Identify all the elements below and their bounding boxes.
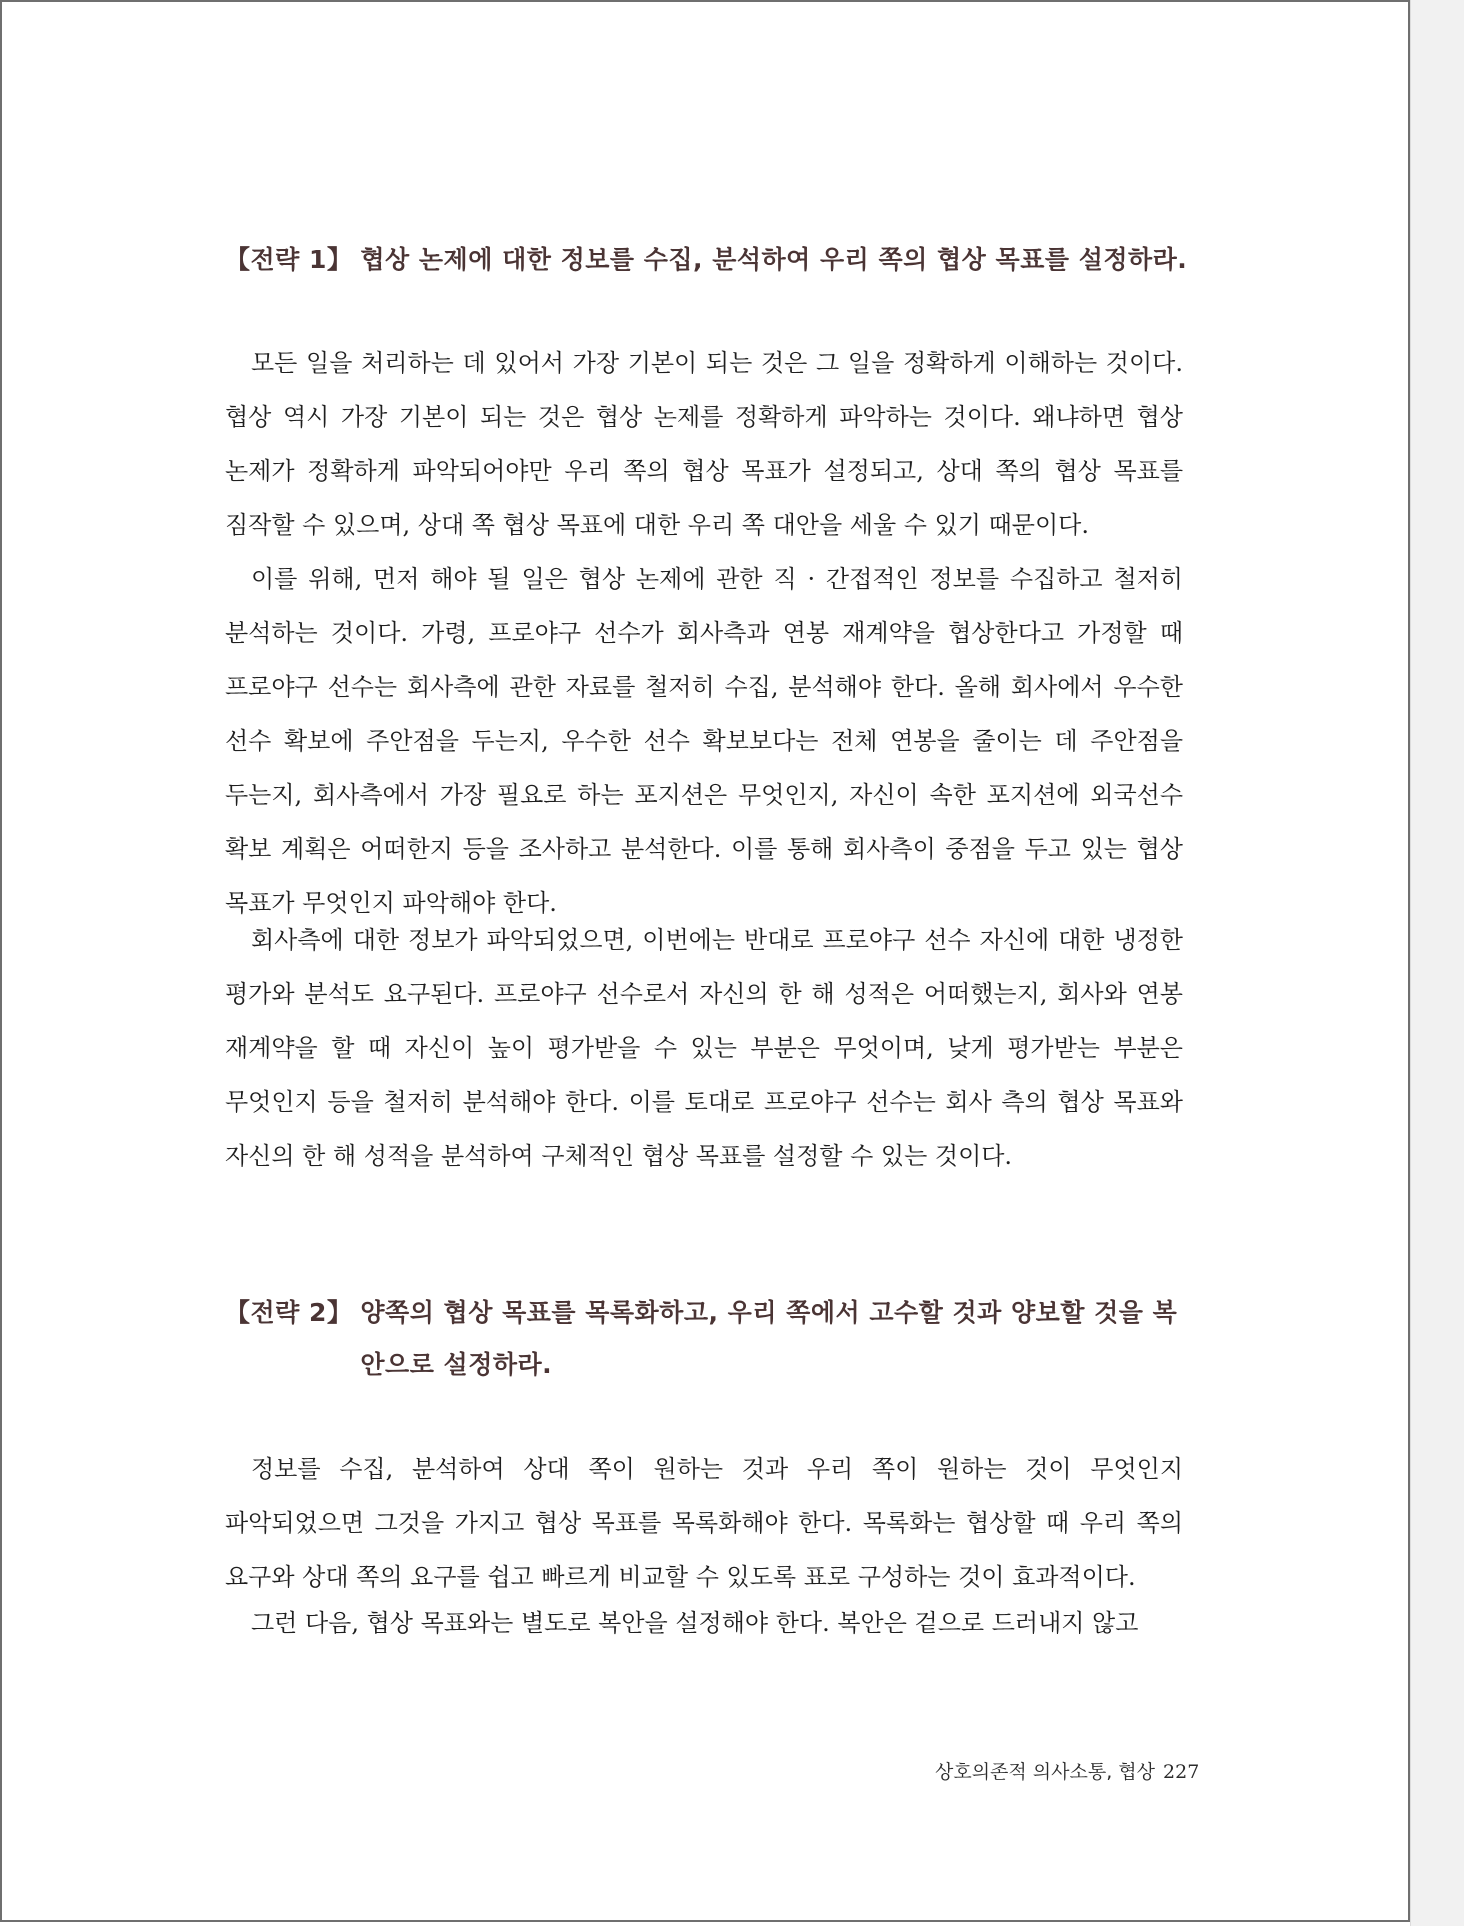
section-2-paragraph-2: 그런 다음, 협상 목표와는 별도로 복안을 설정해야 한다. 복안은 겉으로 드러내지 않고 [251, 1609, 1139, 1637]
section-1-tag: 【전략 1】 [225, 245, 353, 274]
section-1-paragraph-2: 이를 위해, 먼저 해야 될 일은 협상 논제에 관한 직 · 간접적인 정보를 수집하고 철저히 분석하는 것이다. 가령, 프로야구 선수가 회사측과 연봉 재계약을 협상한다고 가정할 때 프로야구 선수는 회사측에 관한 자료를 철저히 수집, 분석해야 한다. 올해 회사에서 우수한 선수 확보에 주안점을 두는지, 우수한 선수 확보보다는 전체 연봉을 줄이는 데 주안점을 두는지, 회사측에서 가장 필요로 하는 포지션은 무엇인지, 자신이 속한 포지션에 외국선수 확보 계획은 어떠한지 등을 조사하고 분석한다. 이를 통해 회사측이 중점을 두고 있는 협상 목표가 무엇인지 파악해야 한다. [225, 565, 1184, 917]
section-1-heading [225, 234, 1210, 286]
section-1-title: 협상 논제에 대한 정보를 수집, 분석하여 우리 쪽의 협상 목표를 설정하라. [360, 245, 1188, 274]
section-1-paragraph-1: 모든 일을 처리하는 데 있어서 가장 기본이 되는 것은 그 일을 정확하게 이해하는 것이다. 협상 역시 가장 기본이 되는 것은 협상 논제를 정확하게 파악하는 것이다. 왜냐하면 협상 논제가 정확하게 파악되어야만 우리 쪽의 협상 목표가 설정되고, 상대 쪽의 협상 목표를 짐작할 수 있으며, 상대 쪽 협상 목표에 대한 우리 쪽 대안을 세울 수 있기 때문이다. [225, 349, 1183, 539]
running-title: 상호의존적 의사소통, 협상 [935, 1761, 1156, 1783]
section-1-paragraph-3: 회사측에 대한 정보가 파악되었으면, 이번에는 반대로 프로야구 선수 자신에 대한 냉정한 평가와 분석도 요구된다. 프로야구 선수로서 자신의 한 해 성적은 어떠했는지, 회사와 연봉 재계약을 할 때 자신이 높이 평가받을 수 있는 부분은 무엇이며, 낮게 평가받는 부분은 무엇인지 등을 철저히 분석해야 한다. 이를 토대로 프로야구 선수는 회사 측의 협상 목표와 자신의 한 해 성적을 분석하여 구체적인 협상 목표를 설정할 수 있는 것이다. [225, 926, 1183, 1170]
section-2-heading [225, 1287, 1183, 1391]
section-2-paragraph-1: 정보를 수집, 분석하여 상대 쪽이 원하는 것과 우리 쪽이 원하는 것이 무엇인지 파악되었으면 그것을 가지고 협상 목표를 목록화해야 한다. 목록화는 협상할 때 우리 쪽의 요구와 상대 쪽의 요구를 쉽고 빠르게 비교할 수 있도록 표로 구성하는 것이 효과적이다. [225, 1455, 1183, 1591]
viewer-scroll-gutter[interactable] [1410, 0, 1464, 1926]
page-footer [935, 1757, 1199, 1784]
section-2-title: 양쪽의 협상 목표를 목록화하고, 우리 쪽에서 고수할 것과 양보할 것을 복안으로 설정하라. [360, 1298, 1178, 1379]
page-number: 227 [1163, 1761, 1200, 1783]
section-2-tag: 【전략 2】 [225, 1298, 353, 1327]
